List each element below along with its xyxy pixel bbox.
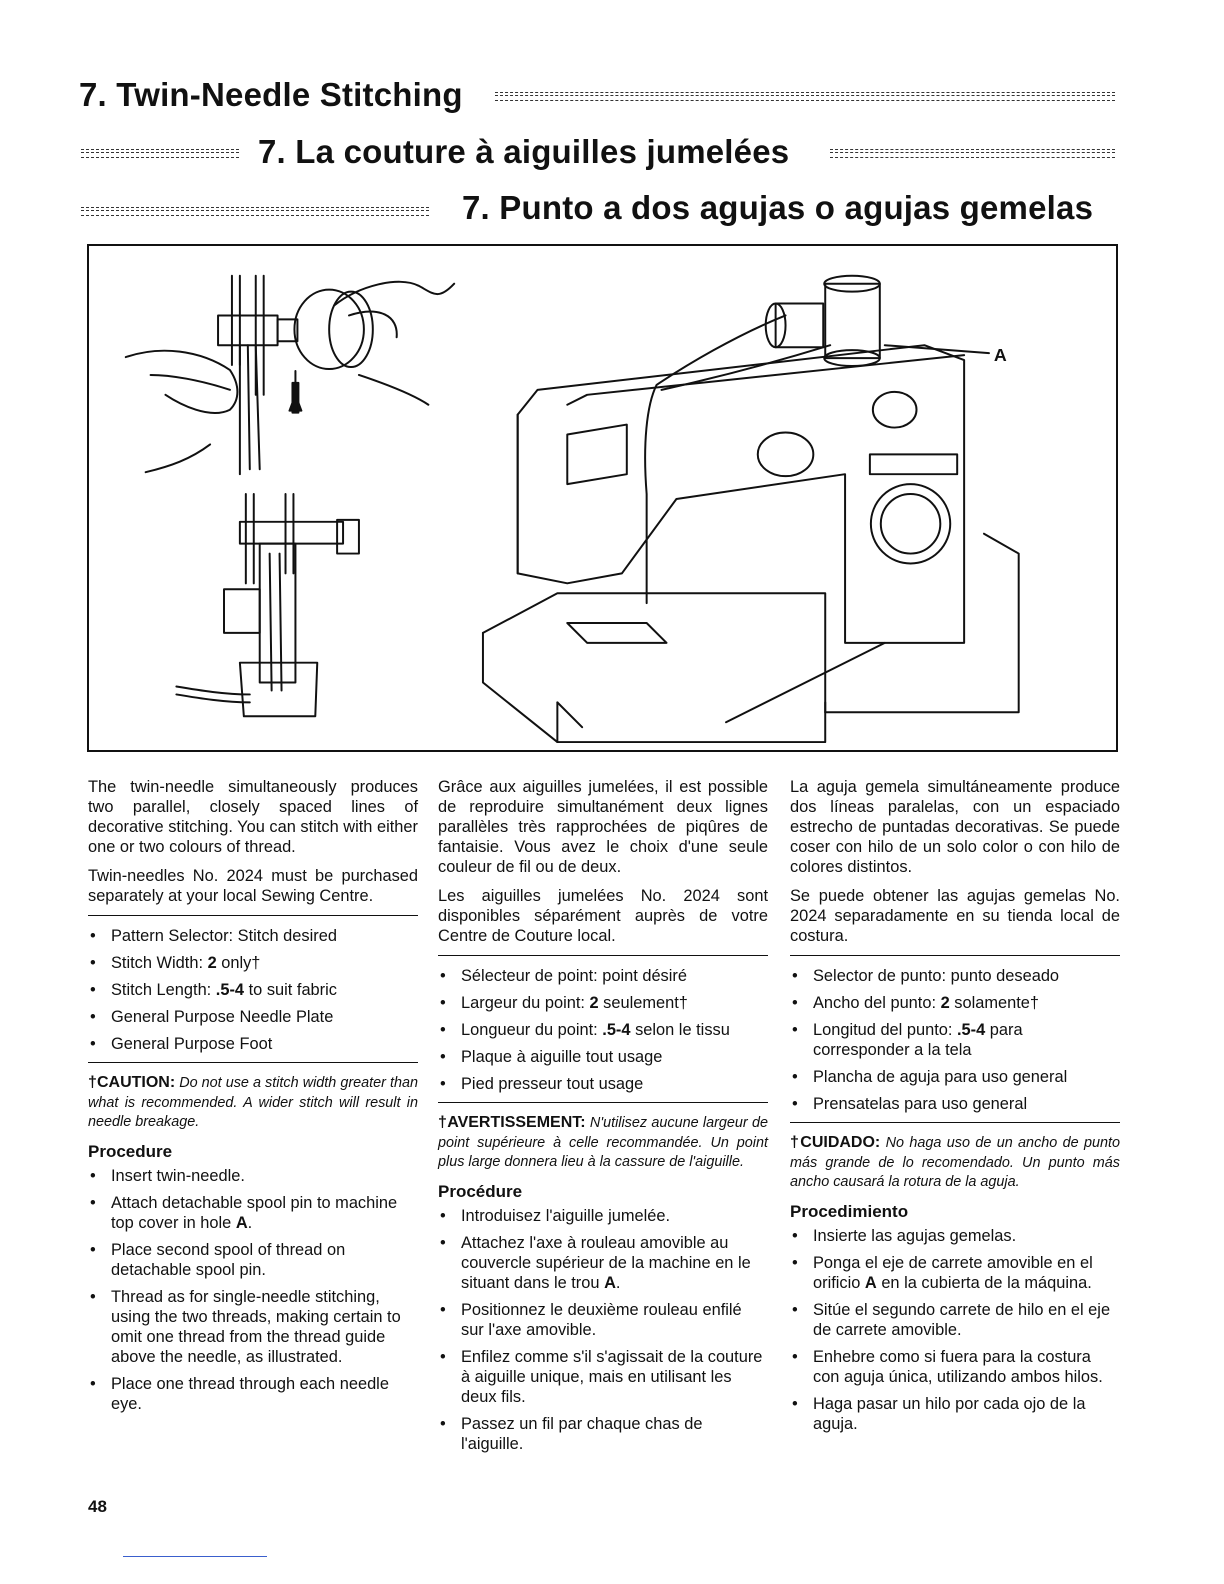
procedure-step: • Attach detachable spool pin to machine top cover in hole A. xyxy=(88,1193,418,1233)
settings-item: • Selector de punto: punto deseado xyxy=(790,966,1120,986)
section-divider xyxy=(438,955,768,956)
needle-insert-detail xyxy=(126,276,454,474)
procedure-heading: Procédure xyxy=(438,1181,523,1201)
procedure-step: • Positionnez le deuxième rouleau enfilé sur l'axe amovible. xyxy=(438,1300,768,1340)
section-divider xyxy=(790,955,1120,956)
procedure-step: • Haga pasar un hilo por cada ojo de la aguja. xyxy=(790,1394,1120,1434)
english-column xyxy=(88,777,418,1421)
intro-paragraph: The twin-needle simultaneously produces two parallel, closely spaced lines of decorative stitching. You can stitch with either one or two colours of thread. xyxy=(88,778,418,856)
settings-item: • General Purpose Needle Plate xyxy=(88,1007,418,1027)
heading-english: 7. Twin-Needle Stitching xyxy=(79,76,463,113)
intro-paragraph: La aguja gemela simultáneamente produce dos líneas paralelas, con un espaciado estrecho de puntadas decorativas. Se puede coser con hilo de un solo color o con hilo de colores distintos. xyxy=(790,778,1120,876)
settings-item: • Stitch Width: 2 only† xyxy=(88,953,418,973)
heading-leader-dots xyxy=(495,92,1115,101)
procedure-step: • Insert twin-needle. xyxy=(88,1166,418,1186)
heading-leader-dots xyxy=(81,207,429,216)
settings-item: • Plancha de aguja para uso general xyxy=(790,1067,1120,1087)
settings-item: • Sélecteur de point: point désiré xyxy=(438,966,768,986)
heading-leader-dots xyxy=(830,149,1115,158)
settings-item: • Largeur du point: 2 seulement† xyxy=(438,993,768,1013)
procedure-step: • Ponga el eje de carrete amovible en el orificio A en la cubierta de la máquina. xyxy=(790,1253,1120,1293)
purchase-paragraph: Twin-needles No. 2024 must be purchased separately at your local Sewing Centre. xyxy=(88,867,418,905)
settings-item: • Stitch Length: .5-4 to suit fabric xyxy=(88,980,418,1000)
callout-label-a: A xyxy=(993,345,1007,366)
sewing-machine xyxy=(483,276,1019,742)
footer-rule xyxy=(123,1556,267,1557)
sewing-machine-illustration xyxy=(89,246,1116,750)
settings-item: • General Purpose Foot xyxy=(88,1034,418,1054)
settings-item: • Pied presseur tout usage xyxy=(438,1074,768,1094)
settings-item: • Plaque à aiguille tout usage xyxy=(438,1047,768,1067)
settings-item: • Prensatelas para uso general xyxy=(790,1094,1120,1114)
procedure-step: • Sitúe el segundo carrete de hilo en el eje de carrete amovible. xyxy=(790,1300,1120,1340)
procedure-heading: Procedimiento xyxy=(790,1201,909,1221)
settings-list xyxy=(790,966,1120,1114)
procedure-step: • Insierte las agujas gemelas. xyxy=(790,1226,1120,1246)
settings-item: • Longitud del punto: .5-4 para corresponder a la tela xyxy=(790,1020,1120,1060)
procedure-step: • Attachez l'axe à rouleau amovible au couvercle supérieur de la machine en le situant dans le trou A. xyxy=(438,1233,768,1293)
procedure-steps xyxy=(790,1226,1120,1434)
procedure-steps xyxy=(438,1206,768,1454)
illustration-frame xyxy=(87,244,1118,752)
heading-french: 7. La couture à aiguilles jumelées xyxy=(258,133,790,170)
intro-paragraph: Grâce aux aiguilles jumelées, il est possible de reproduire simultanément deux lignes parallèles très rapprochées de piqûres de fantaisie. Vous avez le choix d'une seule couleur de fil ou de deux. xyxy=(438,778,768,876)
page-number: 48 xyxy=(88,1497,107,1516)
french-column xyxy=(438,777,768,1461)
caution-note: †CUIDADO: No haga uso de un ancho de punto más grande de lo recomendado. Un punto más ancho causará la rotura de la aguja. xyxy=(790,1134,1121,1190)
caution-note: †AVERTISSEMENT: N'utilisez aucune largeur de point supérieure à celle recommandée. Un point plus large donnera lieu à la cassure de l'aiguille. xyxy=(438,1114,769,1170)
section-divider xyxy=(790,1122,1120,1123)
section-divider xyxy=(438,1102,768,1103)
procedure-step: • Introduisez l'aiguille jumelée. xyxy=(438,1206,768,1226)
procedure-step: • Place second spool of thread on detachable spool pin. xyxy=(88,1240,418,1280)
purchase-paragraph: Se puede obtener las agujas gemelas No. 2024 separadamente en su tienda local de costura. xyxy=(790,887,1120,945)
procedure-step: • Thread as for single-needle stitching, using the two threads, making certain to omit one thread from the thread guide above the needle, as illustrated. xyxy=(88,1287,418,1367)
procedure-step: • Enfilez comme s'il s'agissait de la couture à aiguille unique, mais en utilisant les deux fils. xyxy=(438,1347,768,1407)
heading-spanish: 7. Punto a dos agujas o agujas gemelas xyxy=(462,189,1094,226)
purchase-paragraph: Les aiguilles jumelées No. 2024 sont disponibles séparément auprès de votre Centre de Couture local. xyxy=(438,887,768,945)
settings-list xyxy=(438,966,768,1094)
settings-list xyxy=(88,926,418,1054)
procedure-step: • Passez un fil par chaque chas de l'aiguille. xyxy=(438,1414,768,1454)
settings-item: • Pattern Selector: Stitch desired xyxy=(88,926,418,946)
settings-item: • Ancho del punto: 2 solamente† xyxy=(790,993,1120,1013)
caution-note: †CAUTION: Do not use a stitch width greater than what is recommended. A wider stitch will result in needle breakage. xyxy=(88,1074,418,1130)
section-divider xyxy=(88,915,418,916)
procedure-step: • Place one thread through each needle eye. xyxy=(88,1374,418,1414)
procedure-heading: Procedure xyxy=(88,1141,173,1161)
presser-foot-detail xyxy=(176,494,359,716)
section-divider xyxy=(88,1062,418,1063)
procedure-step: • Enhebre como si fuera para la costura con aguja única, utilizando ambos hilos. xyxy=(790,1347,1120,1387)
spanish-column xyxy=(790,777,1120,1441)
heading-leader-dots xyxy=(81,149,239,158)
procedure-steps xyxy=(88,1166,418,1414)
settings-item: • Longueur du point: .5-4 selon le tissu xyxy=(438,1020,768,1040)
